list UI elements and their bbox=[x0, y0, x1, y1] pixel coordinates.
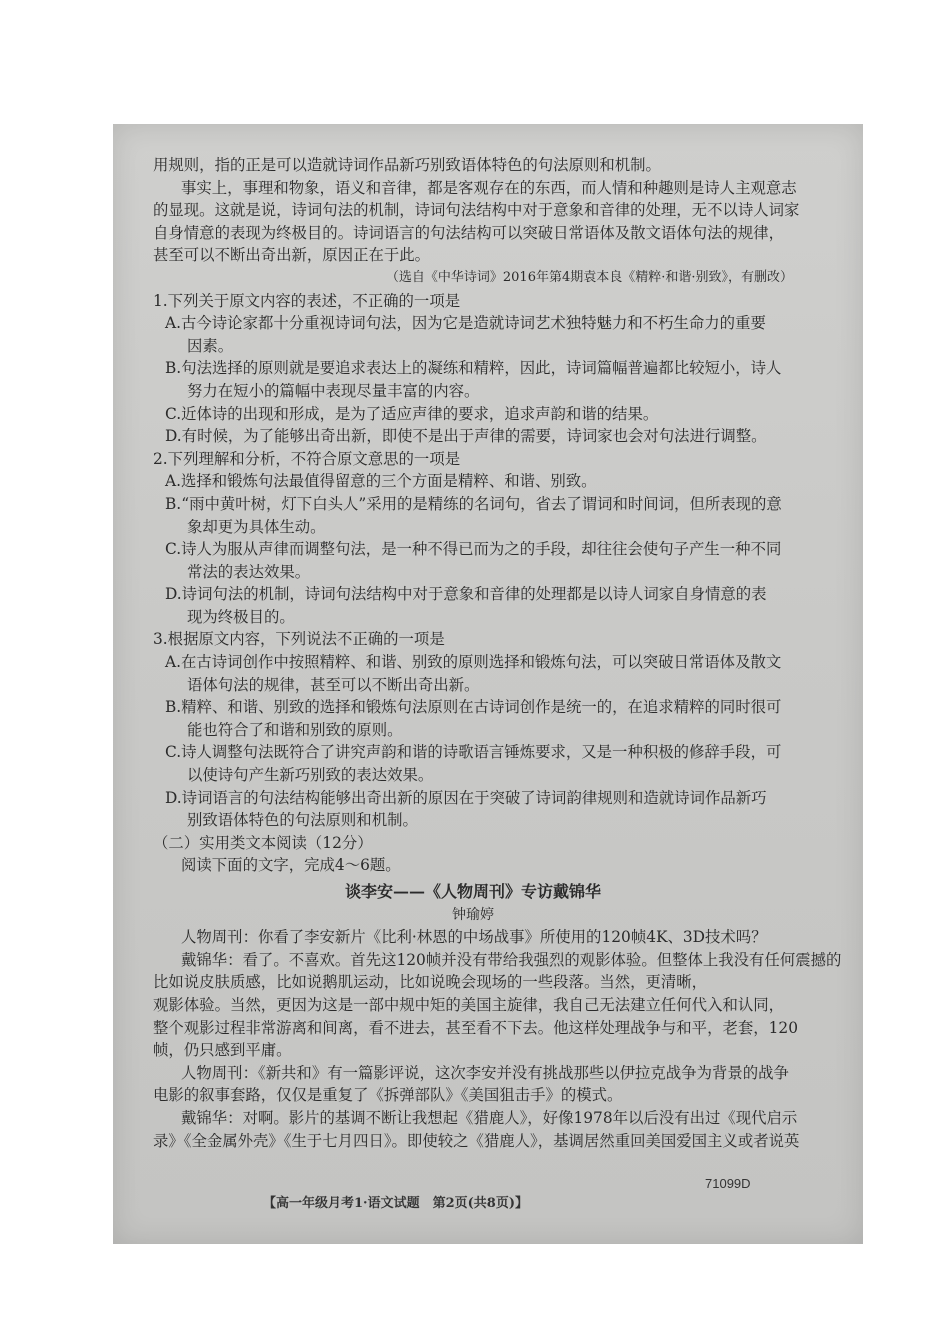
question-3-option-a: A.在古诗词创作中按照精粹、和谐、别致的原则选择和锻炼句法，可以突破日常语体及散文 bbox=[165, 653, 782, 672]
question-2-option-b: B.“雨中黄叶树，灯下白头人”采用的是精练的名词句，省去了谓词和时间词，但所表现的意 bbox=[165, 494, 782, 513]
question-3-stem: 3.根据原文内容，下列说法不正确的一项是 bbox=[153, 630, 445, 649]
text-line: 的显现。这就是说，诗词句法的机制，诗词句法结构中对于意象和音律的处理，无不以诗人词家 bbox=[153, 201, 800, 220]
question-1-option-a: A.古今诗论家都十分重视诗词句法，因为它是造就诗词艺术独特魅力和不朽生命力的重要 bbox=[165, 314, 766, 333]
exam-page-text bbox=[153, 154, 842, 1152]
photographed-page bbox=[113, 124, 863, 1244]
text-line: 自身情意的表现为终极目的。诗词语言的句法结构可以突破日常语体及散文语体句法的规律， bbox=[153, 223, 785, 242]
text-line: 事实上，事理和物象，语义和音律，都是客观存在的东西，而人情和种趣则是诗人主观意志 bbox=[181, 178, 797, 197]
interview-line: 比如说皮肤质感，比如说鹅肌运动，比如说晚会现场的一些段落。当然，更清晰， bbox=[153, 973, 708, 992]
question-2-option-d-cont: 现为终极目的。 bbox=[187, 607, 295, 626]
question-3-option-d-cont: 别致语体特色的句法原则和机制。 bbox=[187, 811, 418, 830]
text-line: 用规则，指的正是可以造就诗词作品新巧别致语体特色的句法原则和机制。 bbox=[153, 156, 661, 174]
question-3-option-b-cont: 能也符合了和谐和别致的原则。 bbox=[187, 720, 403, 739]
article-author: 钟瑜婷 bbox=[452, 906, 494, 923]
interview-line: 录》《全金属外壳》《生于七月四日》。即使较之《猎鹿人》，基调居然重回美国爱国主义或者说英 bbox=[153, 1131, 800, 1150]
question-1-option-b-cont: 努力在短小的篇幅中表现尽量丰富的内容。 bbox=[187, 381, 480, 400]
question-1-option-c: C.近体诗的出现和形成，是为了适应声律的要求，追求声韵和谐的结果。 bbox=[165, 404, 659, 423]
question-1-stem: 1.下列关于原文内容的表述，不正确的一项是 bbox=[153, 291, 461, 310]
question-3-option-c-cont: 以使诗句产生新巧别致的表达效果。 bbox=[187, 766, 434, 785]
question-1-option-b: B.句法选择的原则就是要追求表达上的凝练和精粹，因此，诗词篇幅普遍都比较短小，诗人 bbox=[165, 359, 782, 378]
interview-line: 人物周刊：《新共和》有一篇影评说，这次李安并没有挑战那些以伊拉克战争为背景的战争 bbox=[181, 1063, 789, 1082]
page-footer: 【高一年级月考1·语文试题 第2页(共8页)】 bbox=[263, 1196, 528, 1211]
question-3-option-c: C.诗人调整句法既符合了讲究声韵和谐的诗歌语言锤炼要求，又是一种积极的修辞手段，可 bbox=[165, 743, 782, 762]
question-2-option-b-cont: 象却更为具体生动。 bbox=[187, 517, 326, 536]
question-2-option-d: D.诗词句法的机制，诗词句法结构中对于意象和音律的处理都是以诗人词家自身情意的表 bbox=[165, 585, 767, 604]
question-1-option-d: D.有时候，为了能够出奇出新，即使不是出于声律的需要，诗词家也会对句法进行调整。 bbox=[165, 427, 767, 446]
interview-line: 电影的叙事套路，仅仅是重复了《拆弹部队》《美国狙击手》的模式。 bbox=[153, 1086, 623, 1105]
question-2-option-c: C.诗人为服从声律而调整句法，是一种不得已而为之的手段，却往往会使句子产生一种不同 bbox=[165, 540, 782, 559]
interview-line: 人物周刊：你看了李安新片《比利·林恩的中场战事》所使用的120帧4K、3D技术吗？ bbox=[181, 928, 767, 947]
question-2-option-a: A.选择和锻炼句法最值得留意的三个方面是精粹、和谐、别致。 bbox=[165, 472, 597, 491]
question-2-option-c-cont: 常法的表达效果。 bbox=[187, 562, 311, 581]
interview-line: 戴锦华：对啊。影片的基调不断让我想起《猎鹿人》，好像1978年以后没有出过《现代启示 bbox=[181, 1108, 798, 1127]
question-1-option-a-cont: 因素。 bbox=[187, 336, 234, 355]
question-2-stem: 2.下列理解和分析，不符合原文意思的一项是 bbox=[153, 449, 461, 468]
source-citation: （选自《中华诗词》2016年第4期袁本良《精粹·和谐·别致》，有删改） bbox=[385, 269, 793, 285]
interview-line: 整个观影过程非常游离和间离，看不进去，甚至看不下去。他这样处理战争与和平，老套，120 bbox=[153, 1018, 799, 1037]
interview-line: 帧，仍只感到平庸。 bbox=[153, 1041, 292, 1060]
section-heading: （二）实用类文本阅读（12分） bbox=[153, 833, 373, 852]
question-3-option-a-cont: 语体句法的规律，甚至可以不断出奇出新。 bbox=[187, 675, 480, 694]
exam-code: 71099D bbox=[705, 1176, 751, 1191]
reading-instruction: 阅读下面的文字，完成4～6题。 bbox=[181, 856, 401, 875]
article-title: 谈李安——《人物周刊》专访戴锦华 bbox=[344, 882, 601, 901]
question-3-option-b: B.精粹、和谐、别致的选择和锻炼句法原则在古诗词创作是统一的，在追求精粹的同时很可 bbox=[165, 698, 782, 717]
interview-line: 观影体验。当然，更因为这是一部中规中矩的美国主旋律，我自己无法建立任何代入和认同， bbox=[153, 995, 785, 1014]
interview-line: 戴锦华：看了。不喜欢。首先这120帧并没有带给我强烈的观影体验。但整体上我没有任何震撼的 bbox=[181, 950, 842, 969]
text-line: 甚至可以不断出奇出新，原因正在于此。 bbox=[153, 246, 431, 265]
question-3-option-d: D.诗词语言的句法结构能够出奇出新的原因在于突破了诗词韵律规则和造就诗词作品新巧 bbox=[165, 788, 767, 807]
